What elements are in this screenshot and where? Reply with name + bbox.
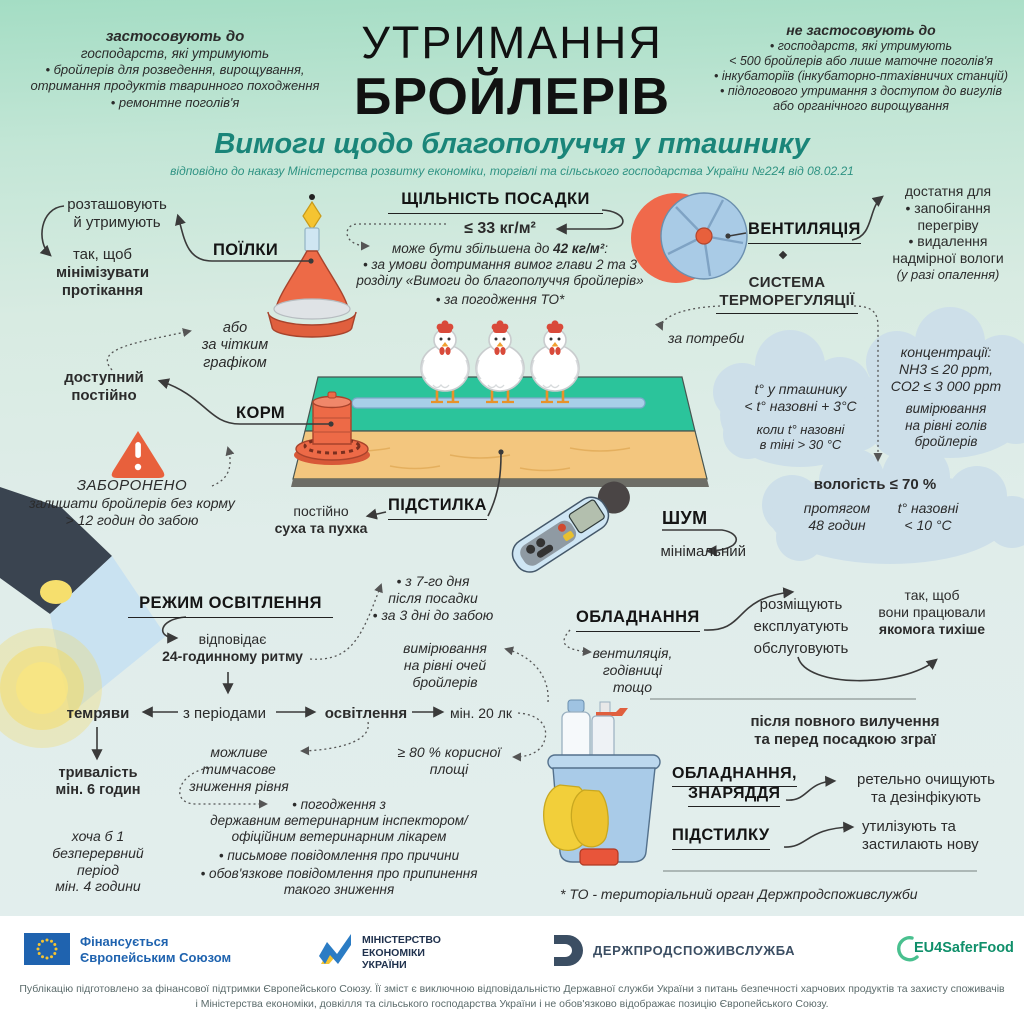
drinkers-note-minimize bbox=[35, 246, 170, 300]
note-line: розміщують bbox=[759, 596, 843, 613]
applies-item: отримання продуктів тваринного походження bbox=[30, 77, 320, 93]
forbidden-line: залишати бройлерів без корму bbox=[29, 495, 235, 511]
condition-line: • обов'язкове повідомлення про припинення bbox=[200, 865, 478, 881]
note-line: утилізують та bbox=[862, 818, 956, 835]
page-title bbox=[312, 16, 712, 128]
ministry-text bbox=[362, 934, 441, 972]
not-applies-block bbox=[705, 22, 1017, 114]
not-applies-item: або органічного вирощування bbox=[773, 98, 949, 113]
legal-reference: відповідно до наказу Міністерства розвитку економіки, торгівлі та сільського господарства України №224 від 08.02.21 bbox=[170, 164, 854, 178]
equipment-examples bbox=[585, 645, 680, 695]
density-note-line: розділу «Вимоги до благополуччя бройлерів» bbox=[356, 273, 644, 289]
density-value: ≤ 33 кг/м² bbox=[464, 220, 536, 237]
note-line: ретельно очищують bbox=[857, 771, 995, 788]
condition-line: • погодження з bbox=[292, 797, 386, 812]
condition-line: державним ветеринарним інспектором/ bbox=[210, 813, 468, 829]
note-line: ≥ 80 % корисної bbox=[397, 744, 501, 760]
page-subtitle: Вимоги щодо благополуччя у пташнику bbox=[214, 128, 810, 160]
note-line: мін. 6 годин bbox=[55, 782, 141, 799]
lighting-measure-level bbox=[385, 640, 505, 690]
lighting-dark-duration bbox=[46, 765, 150, 800]
drinkers-note-schedule bbox=[185, 320, 285, 372]
note-line: • запобігання bbox=[905, 199, 991, 216]
noise-note: мінімальний bbox=[660, 543, 746, 560]
ministry-logo-icon bbox=[315, 930, 355, 970]
note-line: та дезінфікують bbox=[871, 789, 981, 806]
thermo-line: СИСТЕМА bbox=[748, 274, 826, 291]
cloud-line: NH3 ≤ 20 ppm, bbox=[898, 360, 994, 377]
cloud-line: коли t° назовні bbox=[756, 421, 845, 437]
note-line: період bbox=[77, 861, 119, 878]
note-line: 24-годинному ритму bbox=[162, 647, 303, 664]
cleaning-when bbox=[732, 713, 958, 749]
note-line: обслуговують bbox=[753, 639, 849, 657]
cloud-line: протягом bbox=[803, 500, 871, 516]
cleaning-equipment-action bbox=[842, 771, 1010, 807]
note-line: вимірювання bbox=[403, 640, 487, 656]
note-line: (у разі опалення) bbox=[896, 266, 1000, 282]
not-applies-item: • підлогового утримання з доступом до вигулів bbox=[720, 83, 1002, 98]
note-line: вони працювали bbox=[878, 603, 986, 620]
bell-drinker-icon bbox=[268, 194, 356, 337]
warning-icon bbox=[112, 431, 165, 478]
applies-item: • ремонтне поголів'я bbox=[110, 95, 240, 111]
note-line: протікання bbox=[61, 282, 144, 299]
forbidden-title: ЗАБОРОНЕНО bbox=[76, 477, 188, 494]
cloud-line: вимірювання bbox=[905, 401, 987, 417]
note-line: постійно bbox=[293, 503, 349, 519]
humidity-cloud-left bbox=[792, 500, 882, 534]
note-line: доступний bbox=[64, 369, 144, 386]
applies-item: • бройлерів для розведення, вирощування, bbox=[45, 62, 305, 78]
bedding-label: ПІДСТИЛКА bbox=[388, 496, 487, 520]
ventilation-label: ВЕНТИЛЯЦІЯ bbox=[748, 220, 861, 244]
bedding-note bbox=[262, 503, 380, 537]
condition-line: • письмове повідомлення про причини bbox=[218, 847, 460, 863]
cleaning-bedding-label: ПІДСТИЛКУ bbox=[672, 826, 770, 850]
note-line: перегріву bbox=[917, 216, 979, 233]
note-line: й утримують bbox=[73, 214, 161, 231]
cloud-line: < 10 °C bbox=[904, 516, 952, 533]
cleaning-equipment-label-1: ОБЛАДНАННЯ, bbox=[672, 764, 797, 787]
note-line: достатня для bbox=[904, 183, 992, 199]
cloud-line: бройлерів bbox=[914, 433, 978, 449]
noise-label-text: ШУМ bbox=[662, 508, 708, 528]
note-line: якомога тихіше bbox=[878, 620, 986, 637]
lighting-reduction bbox=[178, 744, 300, 794]
note-line: • видалення bbox=[908, 233, 988, 250]
note-line: суха та пухка bbox=[274, 519, 368, 536]
dpss-logo-icon bbox=[545, 930, 585, 970]
equipment-actions bbox=[746, 594, 856, 659]
humidity-cloud-right bbox=[888, 500, 968, 534]
note-line: розташовують bbox=[67, 196, 167, 213]
eu-funding-text bbox=[80, 934, 231, 967]
lighting-rhythm bbox=[150, 631, 315, 665]
note-line: графіком bbox=[203, 354, 267, 371]
note-line: зниження рівня bbox=[189, 777, 289, 794]
logo-text-line: ЕКОНОМІКИ bbox=[362, 946, 425, 959]
logo-text-line: Фінансується bbox=[80, 934, 169, 949]
logo-text-line: УКРАЇНИ bbox=[362, 959, 407, 972]
diamond-dot bbox=[779, 251, 787, 259]
note-part-bold: 42 кг/м² bbox=[553, 241, 605, 256]
cloud-line: < t° назовні + 3°C bbox=[744, 397, 857, 414]
note-line: відповідає bbox=[198, 631, 267, 647]
note-line: після повного вилучення bbox=[750, 713, 940, 730]
density-notes bbox=[348, 241, 652, 308]
note-line: бройлерів bbox=[412, 673, 478, 690]
page-title-line2: БРОЙЛЕРІВ bbox=[353, 68, 671, 126]
not-applies-item: < 500 бройлерів або лише маточне поголів'я bbox=[729, 53, 993, 68]
eu-flag-icon bbox=[24, 933, 70, 965]
note-line: мін. 4 години bbox=[55, 878, 141, 895]
feed-note-available bbox=[52, 369, 156, 405]
temperature-cloud bbox=[728, 381, 873, 453]
note-line: постійно bbox=[71, 387, 137, 404]
note-line: мінімізувати bbox=[55, 264, 150, 281]
thermo-label bbox=[716, 274, 858, 314]
note-line: так, щоб bbox=[72, 246, 133, 263]
cleaning-equipment-label-2: ЗНАРЯДДЯ bbox=[688, 784, 780, 807]
note-line: так, щоб bbox=[904, 587, 960, 603]
not-applies-title: не застосовують до bbox=[786, 22, 936, 38]
cleaning-bedding-action bbox=[862, 818, 1002, 854]
density-title: ЩІЛЬНІСТЬ ПОСАДКИ bbox=[388, 190, 603, 214]
disclaimer-line: Публікацію підготовлено за фінансової підтримки Європейського Союзу. Її зміст є виключною відповідальністю Державної служби України з питань безпечності харчових продуктів та захисту споживачів bbox=[19, 983, 1005, 995]
lighting-conditions bbox=[172, 797, 506, 898]
lighting-title: РЕЖИМ ОСВІТЛЕННЯ bbox=[128, 594, 333, 618]
noise-label bbox=[662, 508, 707, 530]
applies-block bbox=[30, 28, 320, 111]
cloud-line: концентрації: bbox=[900, 344, 992, 360]
density-note-line: • за погодження ТО* bbox=[435, 291, 565, 307]
ventilation-notes bbox=[878, 183, 1018, 283]
lighting-periods: з періодами bbox=[183, 705, 266, 722]
applies-title: застосовують до bbox=[105, 28, 245, 45]
eu4saferfood-text: EU4SaferFood bbox=[914, 940, 1014, 956]
not-applies-item: • господарств, які утримують bbox=[769, 38, 953, 53]
forbidden-line: > 12 годин до забою bbox=[65, 511, 199, 528]
drinkers-label: ПОЇЛКИ bbox=[213, 241, 279, 259]
note-line: вентиляція, bbox=[592, 645, 673, 661]
cloud-line: t° назовні bbox=[897, 500, 959, 516]
note-line: тощо bbox=[613, 678, 652, 695]
note-line: або bbox=[222, 320, 248, 336]
note-line: застилають нову bbox=[862, 836, 979, 853]
chicken-icon bbox=[421, 320, 579, 402]
condition-line: офіційним ветеринарним лікарем bbox=[231, 829, 447, 845]
note-line: на рівні очей bbox=[403, 656, 487, 673]
note-part: : bbox=[604, 241, 608, 256]
feed-forbidden-block bbox=[12, 477, 252, 529]
not-applies-item: • інкубаторіїв (інкубаторно-птахівничих станцій) bbox=[713, 68, 1009, 83]
footer-disclaimer bbox=[8, 982, 1016, 1011]
cloud-line: на рівні голів bbox=[905, 417, 987, 433]
thermo-line: ТЕРМОРЕГУЛЯЦІЇ bbox=[719, 292, 855, 309]
page-title-line1: УТРИМАННЯ bbox=[361, 17, 663, 68]
sound-meter-icon bbox=[506, 475, 637, 577]
lighting-lux: мін. 20 лк bbox=[450, 705, 513, 721]
drinkers-note-place bbox=[55, 196, 179, 232]
equipment-quiet bbox=[862, 587, 1002, 637]
note-line: годівниці bbox=[602, 661, 663, 678]
note-line: хоча б 1 bbox=[71, 828, 125, 844]
thermo-note: за потреби bbox=[668, 330, 745, 346]
note-part: може бути збільшена до bbox=[392, 241, 550, 256]
lighting-measure-when bbox=[358, 573, 508, 623]
density-note-line: • за умови дотримання вимог глави 2 та 3 bbox=[362, 257, 638, 273]
note-line: безперервний bbox=[52, 844, 144, 861]
logo-text-line: МІНІСТЕРСТВО bbox=[362, 934, 441, 946]
equipment-label: ОБЛАДНАННЯ bbox=[576, 608, 700, 632]
cloud-line: t° у пташнику bbox=[754, 381, 847, 397]
applies-line: господарств, які утримують bbox=[80, 46, 270, 61]
note-line: та перед посадкою зграї bbox=[754, 731, 936, 748]
footnote: * ТО - територіальний орган Держпродспоживслужби bbox=[560, 886, 918, 902]
footer bbox=[0, 916, 1024, 1024]
disclaimer-line: і Міністерства економіки, довкілля та сільського господарства України і не обов'язково відображає позицію Європейського Союзу. bbox=[195, 997, 829, 1010]
note-line: експлуатують bbox=[753, 617, 849, 635]
lighting-dark-continuous bbox=[40, 828, 156, 895]
note-line: надмірної вологи bbox=[892, 250, 1004, 267]
water-line bbox=[352, 398, 645, 408]
note-line: після посадки bbox=[388, 589, 478, 606]
condition-line: такого зниження bbox=[283, 881, 395, 897]
logo-text-line: Європейським Союзом bbox=[80, 950, 232, 966]
bucket-icon bbox=[544, 700, 660, 865]
concentration-cloud bbox=[876, 344, 1016, 450]
cloud-line: CO2 ≤ 3 000 ppm bbox=[890, 377, 1002, 394]
lighting-area bbox=[388, 744, 510, 778]
note-line: • за 3 дні до забою bbox=[372, 606, 494, 623]
lighting-dark: темряви bbox=[66, 705, 130, 722]
note-line: площі bbox=[429, 760, 469, 777]
lighting-light: освітлення bbox=[324, 705, 408, 722]
note-line: • з 7-го дня bbox=[396, 573, 470, 589]
density-note-line bbox=[348, 241, 652, 257]
humidity-cloud-title: вологість ≤ 70 % bbox=[813, 476, 937, 493]
feed-label: КОРМ bbox=[236, 404, 286, 422]
cloud-line: в тіні > 30 °C bbox=[759, 437, 842, 453]
cloud-line: 48 годин bbox=[808, 516, 866, 533]
note-line: можливе тимчасове bbox=[202, 744, 276, 777]
note-line: за чітким bbox=[201, 337, 269, 354]
dpss-text: ДЕРЖПРОДСПОЖИВСЛУЖБА bbox=[593, 943, 796, 958]
note-line: тривалість bbox=[58, 765, 138, 781]
